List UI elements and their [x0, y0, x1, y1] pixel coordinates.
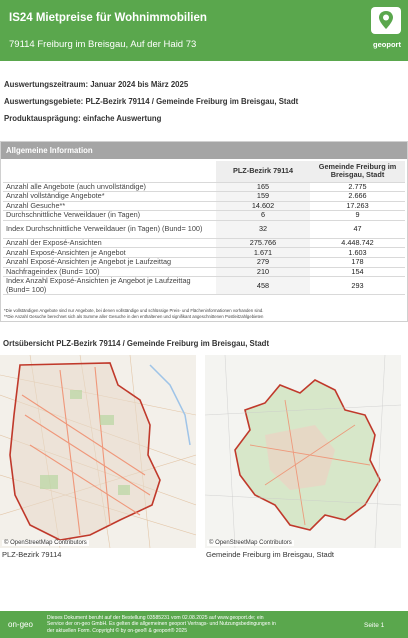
table-row	[3, 192, 405, 202]
table-row	[3, 277, 405, 295]
value-plz: 14.602	[216, 201, 310, 211]
footer-line-1: Dieses Dokument beruht auf der Bestellung 03585231 vom 02.08.2025 auf www.geoport.de; ein	[47, 615, 264, 621]
map-plz-graphic	[0, 355, 196, 548]
value-gemeinde: 9	[310, 211, 405, 221]
row-label: Anzahl Gesuche**	[3, 201, 216, 211]
value-plz: 279	[216, 258, 310, 268]
table-row	[3, 211, 405, 221]
table-row	[3, 201, 405, 211]
value-gemeinde: 2.775	[310, 182, 405, 192]
table-row	[3, 248, 405, 258]
value-plz: 6	[216, 211, 310, 221]
table-row	[3, 220, 405, 238]
map-plz-caption: PLZ-Bezirk 79114	[2, 550, 62, 559]
page-number: Seite 1	[364, 622, 385, 629]
page-footer	[0, 611, 408, 638]
general-info-table-body	[3, 182, 405, 295]
value-plz: 159	[216, 192, 310, 202]
row-label: Nachfrageindex (Bund= 100)	[3, 267, 216, 277]
report-header	[0, 0, 408, 61]
value-plz: 1.671	[216, 248, 310, 258]
map-gemeinde-caption: Gemeinde Freiburg im Breisgau, Stadt	[206, 550, 334, 559]
general-info-table	[3, 161, 405, 295]
osm-attribution[interactable]: © OpenStreetMap Contributors	[4, 540, 87, 546]
row-label: Anzahl vollständige Angebote*	[3, 192, 216, 202]
column-header-plz: PLZ-Bezirk 79114	[216, 161, 310, 182]
on-geo-logo: on-geo	[8, 620, 33, 629]
general-info-heading-text: Allgemeine Information	[6, 146, 93, 155]
value-plz: 165	[216, 182, 310, 192]
map-gemeinde[interactable]	[205, 355, 401, 548]
footnote-1: *Die vollständigen Angebote sind nur Angebote, bei denen vollständige und schlüssige Preis- und Flächeninformationen vorhanden sind.	[4, 308, 264, 313]
column-header-gemeinde: Gemeinde Freiburg im Breisgau, Stadt	[310, 161, 405, 182]
row-label: Durchschnittliche Verweildauer (in Tagen)	[3, 211, 216, 221]
row-label: Anzahl alle Angebote (auch unvollständige)	[3, 182, 216, 192]
evaluation-period: Auswertungszeitraum: Januar 2024 bis März 2025	[4, 80, 189, 89]
overview-title: Ortsübersicht PLZ-Bezirk 79114 / Gemeinde Freiburg im Breisgau, Stadt	[3, 339, 270, 348]
value-plz: 458	[216, 277, 310, 295]
value-plz: 32	[216, 220, 310, 238]
table-row	[3, 267, 405, 277]
product-variant: Produktausprägung: einfache Auswertung	[4, 114, 162, 123]
table-row	[3, 182, 405, 192]
row-label: Anzahl der Exposé-Ansichten	[3, 238, 216, 248]
value-gemeinde: 17.263	[310, 201, 405, 211]
value-gemeinde: 178	[310, 258, 405, 268]
value-gemeinde: 154	[310, 267, 405, 277]
table-footnotes	[4, 308, 263, 320]
report-address: 79114 Freiburg im Breisgau, Auf der Haid 73	[9, 39, 197, 50]
value-plz: 210	[216, 267, 310, 277]
footnote-2: **Die Anzahl Gesuche berechnet sich als Summe aller Gesuche in den enthaltenen und signifikant angeschnittenen Postleitzahlgebieten	[4, 314, 264, 319]
row-label: Index Anzahl Exposé-Ansichten je Angebot je Laufzeittag (Bund= 100)	[3, 277, 216, 295]
map-pin-icon	[371, 7, 401, 34]
map-plz-bezirk[interactable]	[0, 355, 196, 548]
value-gemeinde: 47	[310, 220, 405, 238]
logo-label: geoport	[373, 40, 401, 49]
row-label: Anzahl Exposé-Ansichten je Angebot	[3, 248, 216, 258]
row-label: Index Durchschnittliche Verweildauer (in Tagen) (Bund= 100)	[3, 220, 216, 238]
footer-line-2: Service der on-geo GmbH. Es gelten die allgemeinen geoport Vertrags- und Nutzungsbedingungen in	[47, 621, 276, 628]
row-label: Anzahl Exposé-Ansichten je Angebot je Laufzeittag	[3, 258, 216, 268]
osm-attribution[interactable]: © OpenStreetMap Contributors	[209, 540, 292, 546]
geoport-logo[interactable]	[368, 5, 406, 53]
footer-legal-text	[47, 615, 276, 634]
value-plz: 275.766	[216, 238, 310, 248]
value-gemeinde: 2.666	[310, 192, 405, 202]
general-info-heading	[1, 142, 407, 159]
report-title: IS24 Mietpreise für Wohnimmobilien	[9, 12, 207, 24]
table-row	[3, 258, 405, 268]
table-row	[3, 238, 405, 248]
footer-line-3: der aktuellen Form. Copyright © by on-geo® & geoport® 2025	[47, 627, 188, 634]
map-gemeinde-graphic	[205, 355, 401, 548]
general-info-panel	[0, 141, 408, 322]
value-gemeinde: 293	[310, 277, 405, 295]
header-blank	[3, 161, 216, 182]
value-gemeinde: 4.448.742	[310, 238, 405, 248]
value-gemeinde: 1.603	[310, 248, 405, 258]
evaluation-areas: Auswertungsgebiete: PLZ-Bezirk 79114 / Gemeinde Freiburg im Breisgau, Stadt	[4, 97, 299, 106]
